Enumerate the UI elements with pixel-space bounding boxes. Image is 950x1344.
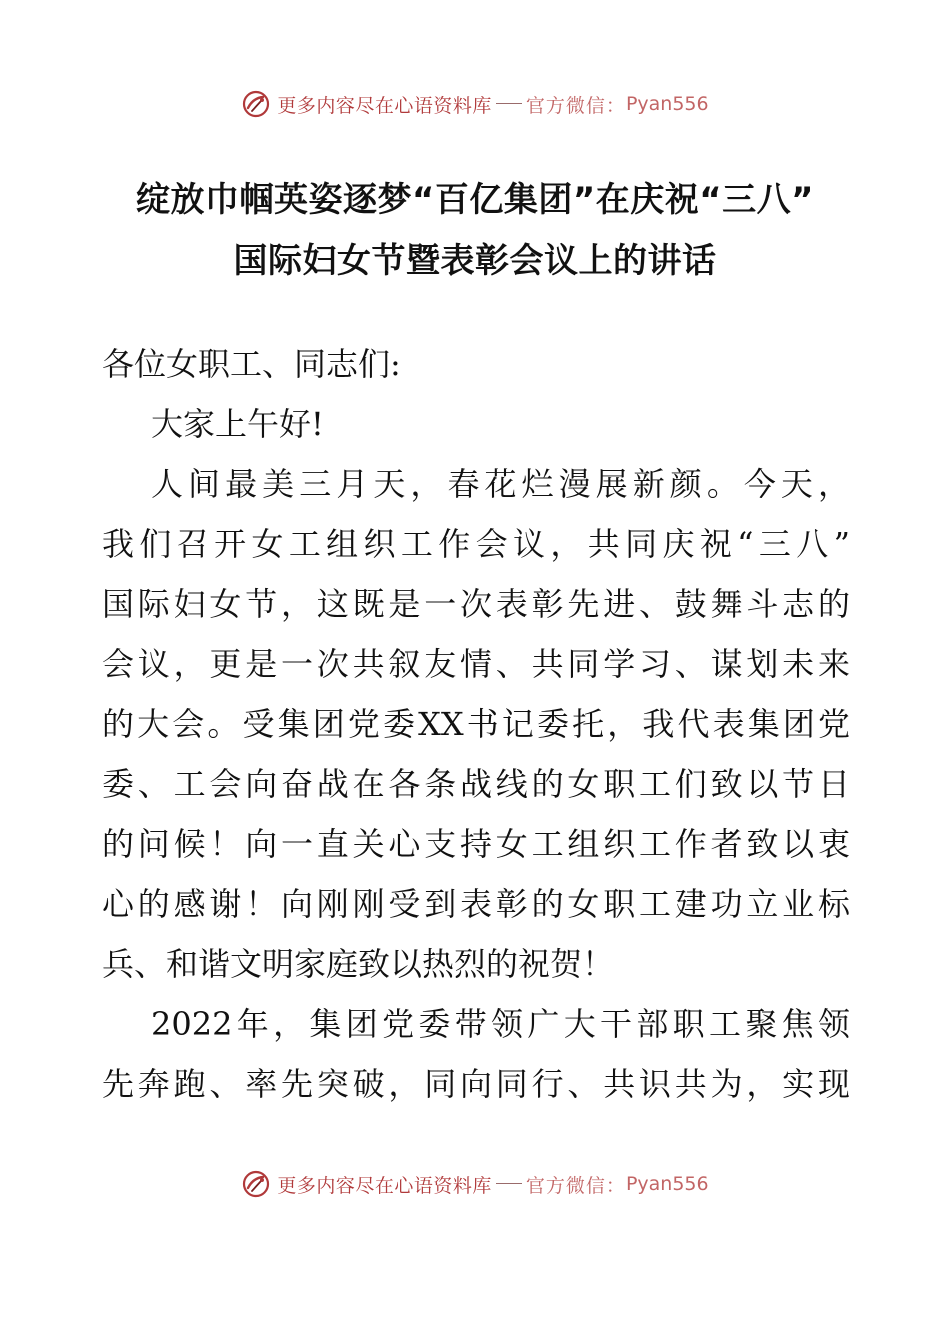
watermark-subtext: 官方微信： [525, 1174, 626, 1197]
watermark-subtext: 官方微信： [525, 94, 626, 117]
body-line: 我们召开女工组织工作会议，共同庆祝“三八” [102, 525, 850, 563]
watermark-divider [496, 1183, 522, 1184]
watermark-text: 更多内容尽在心语资料库 [277, 94, 492, 117]
body-line: 国际妇女节，这既是一次表彰先进、鼓舞斗志的 [102, 585, 850, 623]
greeting: 大家上午好! [151, 405, 324, 443]
body-line: 会议，更是一次共叙友情、共同学习、谋划未来 [102, 645, 850, 683]
watermark-divider [496, 103, 522, 104]
body-line: 兵、和谐文明家庭致以热烈的祝贺！ [102, 945, 615, 983]
body-line: 心的感谢！向刚刚受到表彰的女职工建功立业标 [102, 885, 850, 923]
body-line: 委、工会向奋战在各条战线的女职工们致以节日 [102, 765, 850, 803]
watermark-wechat-id: Pyan556 [625, 93, 709, 115]
watermark-wechat-id: Pyan556 [625, 1173, 709, 1195]
document-title-line-2: 国际妇女节暨表彰会议上的讲话 [233, 241, 717, 281]
body-line: 的大会。受集团党委XX书记委托，我代表集团党 [102, 705, 850, 743]
brush-logo-icon [241, 89, 271, 119]
body-line: 的问候！向一直关心支持女工组织工作者致以衷 [102, 825, 850, 863]
body-line: 先奔跑、率先突破，同向同行、共识共为，实现 [102, 1065, 850, 1103]
salutation: 各位女职工、同志们: [102, 345, 401, 383]
body-line: 人间最美三月天，春花烂漫展新颜。今天， [151, 465, 850, 503]
document-title-line-1: 绽放巾帼英姿逐梦“百亿集团”在庆祝“三八” [136, 180, 814, 220]
body-line: 2022年，集团党委带领广大干部职工聚焦领 [151, 1005, 850, 1043]
footer-watermark [0, 1164, 950, 1204]
watermark-text: 更多内容尽在心语资料库 [277, 1174, 492, 1197]
header-watermark [0, 84, 950, 124]
brush-logo-icon [241, 1169, 271, 1199]
